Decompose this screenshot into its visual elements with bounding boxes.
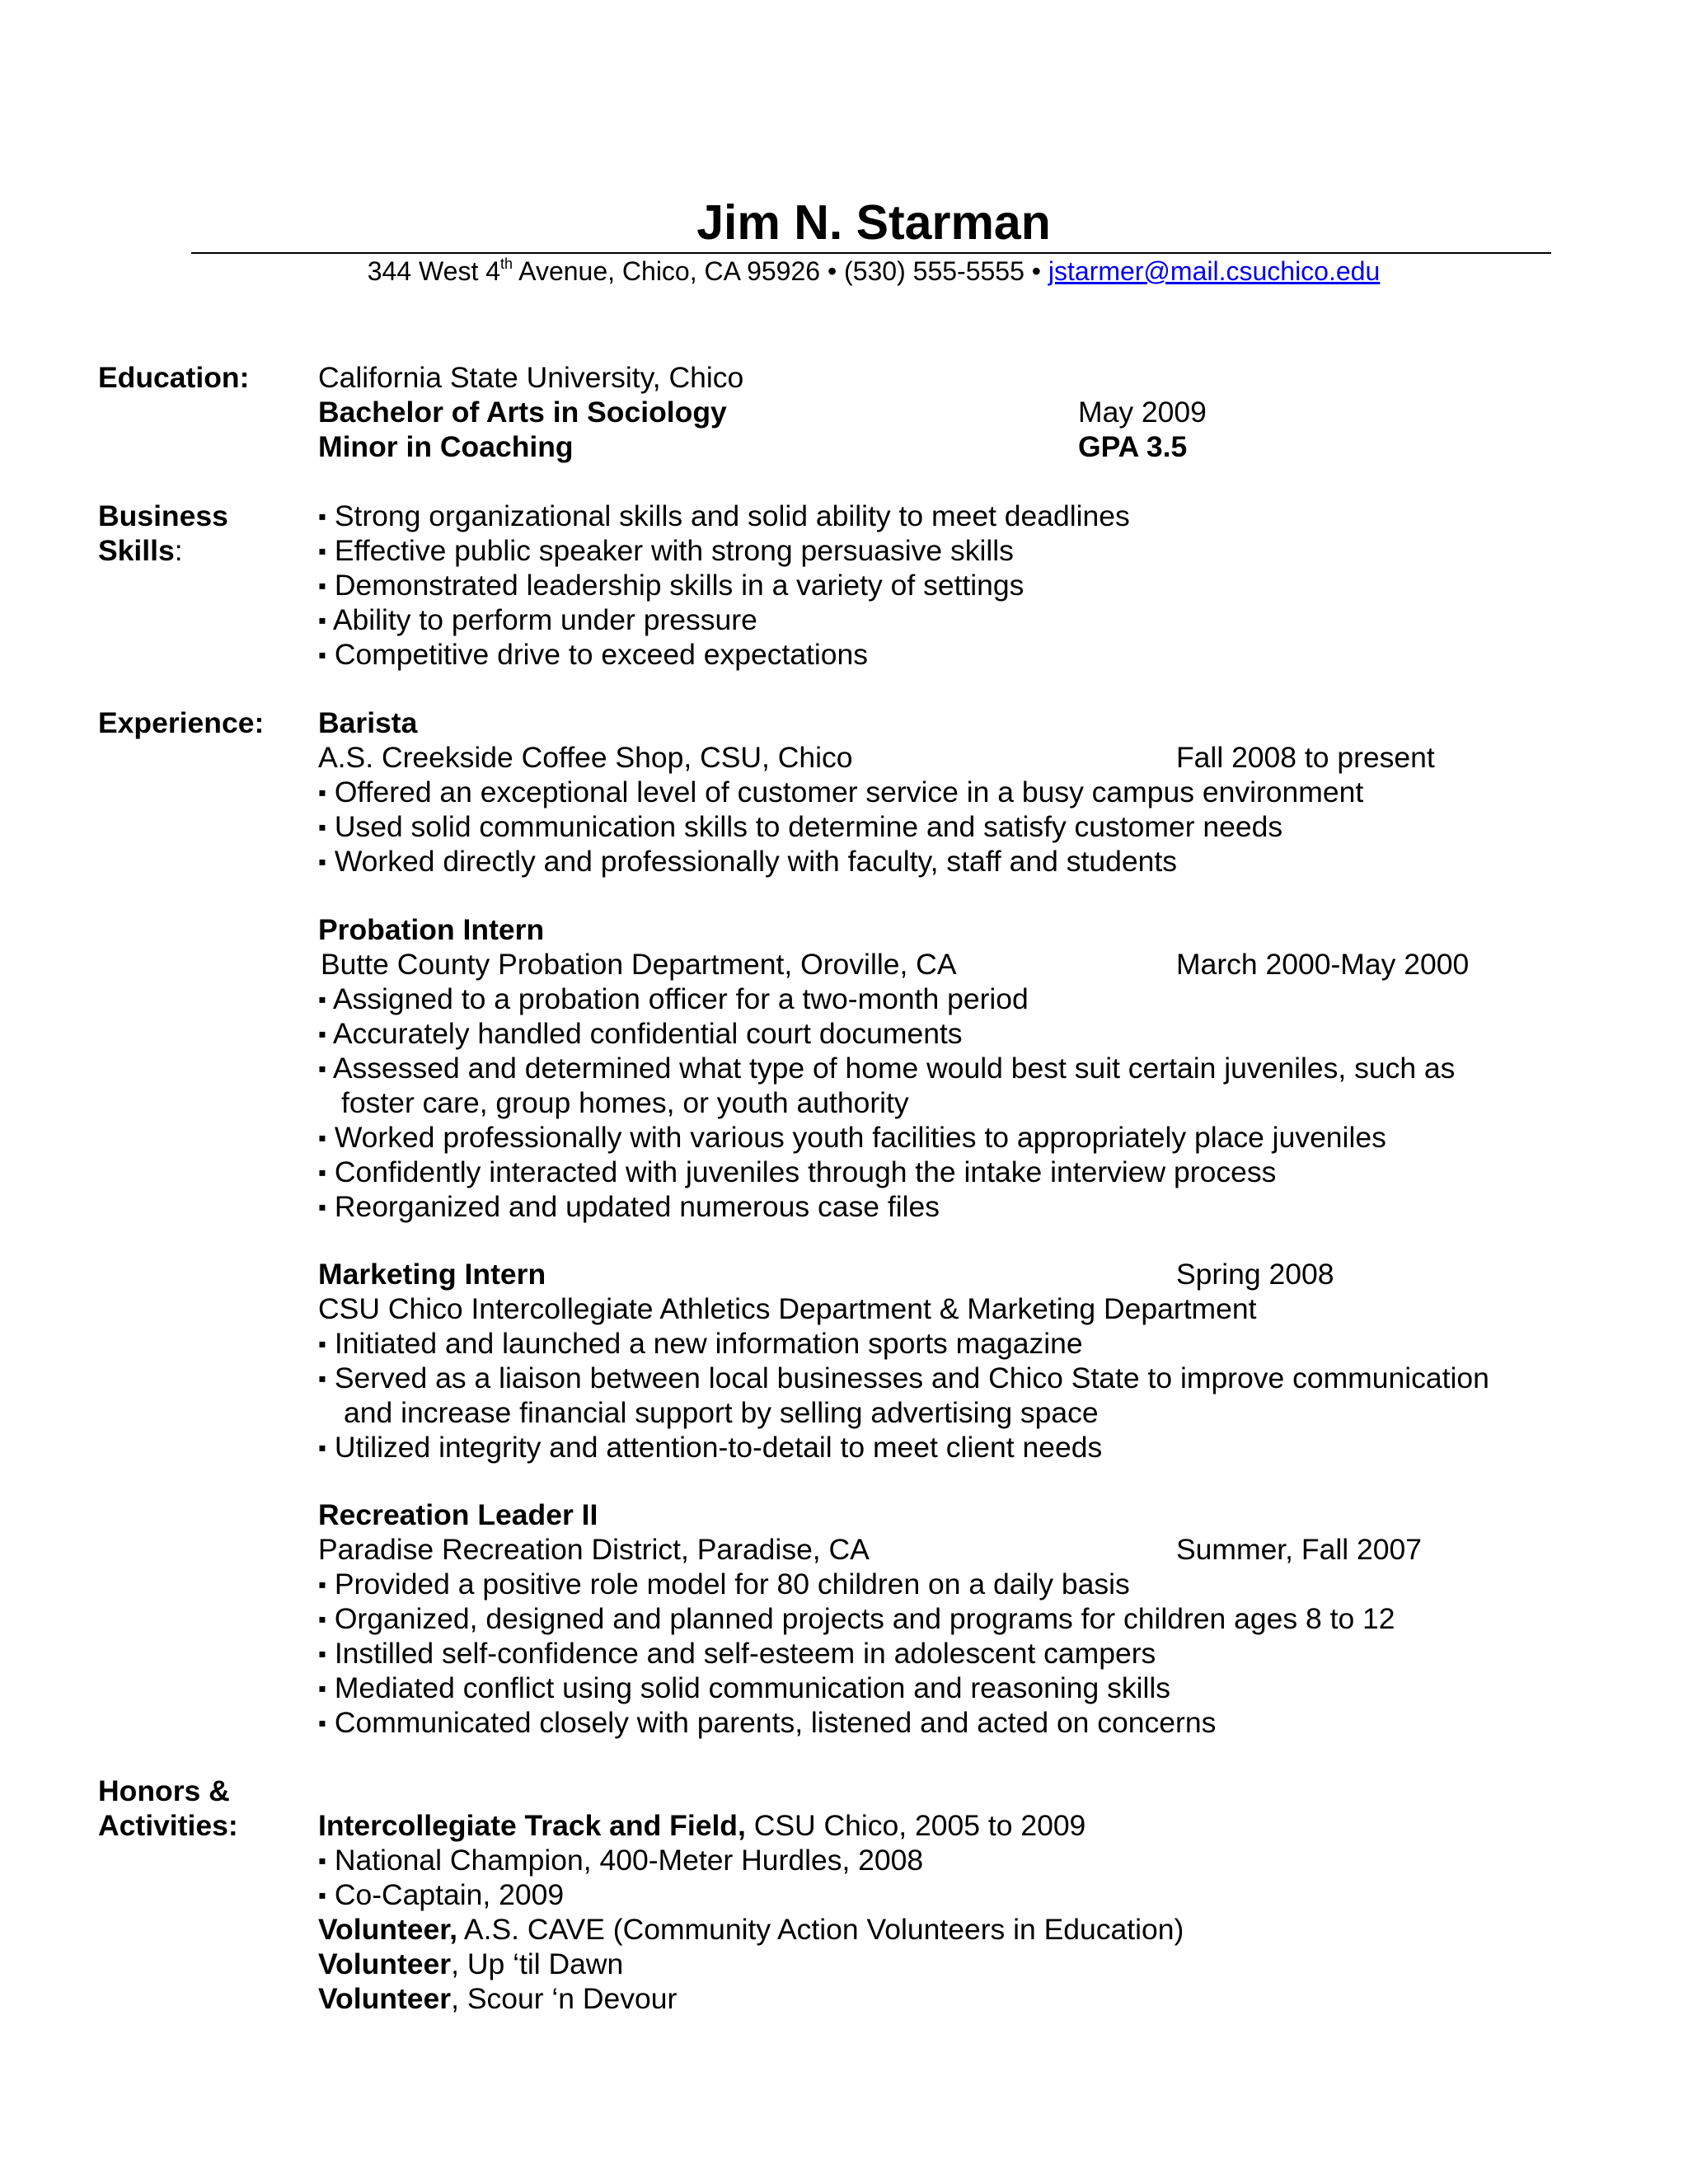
list-item: ▪ Reorganized and updated numerous case files <box>318 1190 940 1223</box>
education-gpa: GPA 3.5 <box>1078 430 1188 463</box>
address-superscript: th <box>500 255 513 272</box>
list-item: ▪ Worked directly and professionally with faculty, staff and students <box>318 845 1177 878</box>
list-item: ▪ Served as a liaison between local businesses and Chico State to improve communication <box>318 1361 1489 1394</box>
job-org: Paradise Recreation District, Paradise, CA <box>318 1533 870 1566</box>
job-title: Recreation Leader II <box>318 1498 598 1531</box>
honors-label-line1: Honors & <box>98 1774 230 1807</box>
job-org: Butte County Probation Department, Oroville, CA <box>321 948 957 981</box>
email-link[interactable]: jstarmer@mail.csuchico.edu <box>1048 256 1381 286</box>
list-item: ▪ Ability to perform under pressure <box>318 603 757 636</box>
list-item: ▪ Assigned to a probation officer for a two-month period <box>318 982 1029 1015</box>
job-org: CSU Chico Intercollegiate Athletics Department & Marketing Department <box>318 1292 1257 1325</box>
education-minor: Minor in Coaching <box>318 430 574 463</box>
job-title: Barista <box>318 706 418 739</box>
list-item: ▪ Demonstrated leadership skills in a variety of settings <box>318 569 1025 602</box>
experience-label: Experience: <box>98 706 265 739</box>
education-degree-date: May 2009 <box>1078 396 1207 429</box>
volunteer-item: Volunteer, A.S. CAVE (Community Action Volunteers in Education) <box>318 1913 1184 1946</box>
list-item: ▪ Strong organizational skills and solid ability to meet deadlines <box>318 499 1130 532</box>
list-item: ▪ Mediated conflict using solid communication and reasoning skills <box>318 1671 1171 1704</box>
resume-name: Jim N. Starman <box>696 195 1051 250</box>
honor-track: Intercollegiate Track and Field, CSU Chico, 2005 to 2009 <box>318 1809 1086 1842</box>
education-school: California State University, Chico <box>318 361 744 394</box>
list-item: ▪ Co-Captain, 2009 <box>318 1878 565 1911</box>
list-item: ▪ Used solid communication skills to determine and satisfy customer needs <box>318 810 1283 843</box>
job-org: A.S. Creekside Coffee Shop, CSU, Chico <box>318 741 853 774</box>
skills-label-line2: Skills: <box>98 534 183 567</box>
list-item: ▪ Accurately handled confidential court documents <box>318 1017 963 1050</box>
list-item: ▪ National Champion, 400-Meter Hurdles, 2008 <box>318 1844 924 1877</box>
list-item-continuation: and increase financial support by selling advertising space <box>344 1396 1099 1429</box>
job-date: Summer, Fall 2007 <box>1176 1533 1422 1566</box>
job-date: March 2000-May 2000 <box>1176 948 1470 981</box>
list-item: ▪ Effective public speaker with strong persuasive skills <box>318 534 1014 567</box>
list-item: ▪ Organized, designed and planned projects and programs for children ages 8 to 12 <box>318 1602 1395 1635</box>
job-title: Marketing Intern <box>318 1258 546 1291</box>
job-title: Probation Intern <box>318 913 545 946</box>
education-degree: Bachelor of Arts in Sociology <box>318 396 727 429</box>
list-item: ▪ Competitive drive to exceed expectations <box>318 638 869 671</box>
contact-line <box>0 254 1688 288</box>
list-item: ▪ Provided a positive role model for 80 children on a daily basis <box>318 1568 1130 1601</box>
list-item: ▪ Communicated closely with parents, listened and acted on concerns <box>318 1706 1217 1739</box>
list-item: ▪ Initiated and launched a new information sports magazine <box>318 1327 1083 1360</box>
list-item-continuation: foster care, group homes, or youth authority <box>341 1086 909 1119</box>
job-date: Spring 2008 <box>1176 1258 1334 1291</box>
list-item: ▪ Offered an exceptional level of customer service in a busy campus environment <box>318 776 1364 808</box>
address-text: 344 West 4 <box>367 256 501 286</box>
job-date: Fall 2008 to present <box>1176 741 1435 774</box>
list-item: ▪ Utilized integrity and attention-to-detail to meet client needs <box>318 1431 1103 1464</box>
volunteer-item: Volunteer, Scour ‘n Devour <box>318 1982 678 2015</box>
honors-label-line2: Activities: <box>98 1809 238 1842</box>
volunteer-item: Volunteer, Up ‘til Dawn <box>318 1947 624 1980</box>
address-contact-text: Avenue, Chico, CA 95926 • (530) 555-5555 • <box>513 256 1048 286</box>
skills-label-line1: Business <box>98 499 228 532</box>
list-item: ▪ Worked professionally with various youth facilities to appropriately place juveniles <box>318 1121 1386 1154</box>
list-item: ▪ Confidently interacted with juveniles through the intake interview process <box>318 1155 1277 1188</box>
list-item: ▪ Instilled self-confidence and self-esteem in adolescent campers <box>318 1637 1156 1670</box>
list-item: ▪ Assessed and determined what type of home would best suit certain juveniles, such as <box>318 1052 1456 1085</box>
education-label: Education: <box>98 361 250 394</box>
